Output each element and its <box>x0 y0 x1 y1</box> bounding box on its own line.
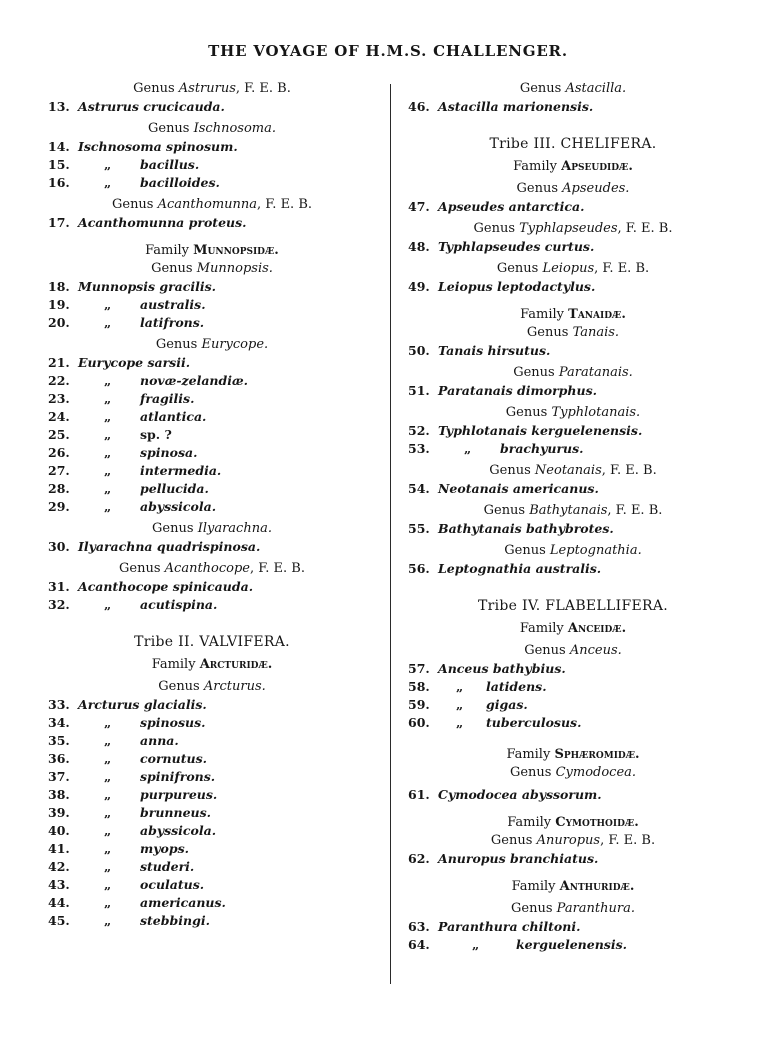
genus-heading: Genus Astacilla. <box>519 81 627 96</box>
genus-heading: Genus Leptognathia. <box>504 543 642 558</box>
genus-heading: Genus Typhlapseudes, F. E. B. <box>473 221 673 236</box>
genus-heading: Genus Neotanais, F. E. B. <box>489 463 657 478</box>
species-entry: 16. „ bacilloides. <box>48 175 220 190</box>
genus-heading: Genus Astrurus, F. E. B. <box>133 81 291 96</box>
species-entry: 29. „ abyssicola. <box>48 499 217 514</box>
species-entry: 24. „ atlantica. <box>48 409 207 424</box>
species-entry: 55. Bathytanais bathybrotes. <box>408 521 614 536</box>
species-entry: 47. Apseudes antarctica. <box>408 199 585 214</box>
genus-heading: Genus Munnopsis. <box>151 261 273 276</box>
family-heading: Family Arcturidæ. <box>151 657 273 672</box>
species-entry: 57. Anceus bathybius. <box>408 661 566 676</box>
species-entry: 28. „ pellucida. <box>48 481 209 496</box>
species-entry: 14. Ischnosoma spinosum. <box>48 139 238 154</box>
species-entry: 48. Typhlapseudes curtus. <box>408 239 595 254</box>
species-entry: 21. Eurycope sarsii. <box>48 355 191 370</box>
family-heading: Family Anceidæ. <box>519 621 627 636</box>
genus-heading: Genus Anceus. <box>524 643 622 658</box>
species-entry: 46. Astacilla marionensis. <box>408 99 594 114</box>
genus-heading: Genus Apseudes. <box>516 181 630 196</box>
species-entry: 17. Acanthomunna proteus. <box>48 215 247 230</box>
species-entry: 34. „ spinosus. <box>48 715 206 730</box>
species-entry: 36. „ cornutus. <box>48 751 207 766</box>
species-entry: 60. „ tuberculosus. <box>408 715 582 730</box>
species-entry: 18. Munnopsis gracilis. <box>48 279 217 294</box>
species-entry: 40. „ abyssicola. <box>48 823 217 838</box>
species-entry: 26. „ spinosa. <box>48 445 198 460</box>
species-entry: 22. „ novæ-zelandiæ. <box>48 373 248 388</box>
genus-heading: Genus Paranthura. <box>511 901 635 916</box>
genus-heading: Genus Anuropus, F. E. B. <box>490 833 656 848</box>
family-heading: Family Apseudidæ. <box>513 159 633 174</box>
species-entry: 32. „ acutispina. <box>48 597 218 612</box>
species-entry: 15. „ bacillus. <box>48 157 200 172</box>
species-entry: 35. „ anna. <box>48 733 179 748</box>
species-entry: 43. „ oculatus. <box>48 877 205 892</box>
species-entry: 23. „ fragilis. <box>48 391 195 406</box>
species-entry: 38. „ purpureus. <box>48 787 218 802</box>
species-entry: 45. „ stebbingi. <box>48 913 210 928</box>
species-entry: 13. Astrurus crucicauda. <box>48 99 225 114</box>
species-entry: 63. Paranthura chiltoni. <box>408 919 581 934</box>
species-entry: 27. „ intermedia. <box>48 463 222 478</box>
genus-heading: Genus Ilyarachna. <box>152 521 272 536</box>
species-entry: 19. „ australis. <box>48 297 206 312</box>
species-entry: 54. Neotanais americanus. <box>408 481 599 496</box>
tribe-heading: Tribe IV. FLABELLIFERA. <box>478 598 668 614</box>
genus-heading: Genus Ischnosoma. <box>147 121 276 136</box>
species-entry: 49. Leiopus leptodactylus. <box>408 279 596 294</box>
right-column <box>408 80 738 954</box>
species-entry: 25. „ sp. ? <box>48 427 172 442</box>
species-entry: 53. „ brachyurus. <box>408 441 584 456</box>
species-entry: 52. Typhlotanais kerguelenensis. <box>408 423 643 438</box>
genus-heading: Genus Cymodocea. <box>509 765 637 780</box>
species-entry: 59. „ gigas. <box>408 697 528 712</box>
genus-heading: Genus Tanais. <box>526 325 620 340</box>
species-entry: 44. „ americanus. <box>48 895 226 910</box>
species-entry: 61. Cymodocea abyssorum. <box>408 787 602 802</box>
species-entry: 31. Acanthocope spinicauda. <box>48 579 254 594</box>
page-title: THE VOYAGE OF H.M.S. CHALLENGER. <box>208 42 568 60</box>
species-entry: 50. Tanais hirsutus. <box>408 343 551 358</box>
species-entry: 39. „ brunneus. <box>48 805 212 820</box>
genus-heading: Genus Acanthomunna, F. E. B. <box>111 197 313 212</box>
genus-heading: Genus Acanthocope, F. E. B. <box>119 561 305 576</box>
species-entry: 30. Ilyarachna quadrispinosa. <box>48 539 261 554</box>
genus-heading: Genus Leiopus, F. E. B. <box>496 261 650 276</box>
family-heading: Family Tanaidæ. <box>520 307 626 322</box>
genus-heading: Genus Typhlotanais. <box>505 405 641 420</box>
genus-heading: Genus Eurycope. <box>155 337 269 352</box>
family-heading: Family Cymothoidæ. <box>507 815 639 830</box>
species-entry: 42. „ studeri. <box>48 859 195 874</box>
species-entry: 58. „ latidens. <box>408 679 547 694</box>
species-entry: 64. „ kerguelenensis. <box>408 937 627 952</box>
species-entry: 20. „ latifrons. <box>48 315 205 330</box>
column-divider <box>390 84 391 984</box>
genus-heading: Genus Paratanais. <box>513 365 633 380</box>
species-entry: 56. Leptognathia australis. <box>408 561 602 576</box>
left-column <box>48 80 376 930</box>
family-heading: Family Sphæromidæ. <box>506 747 640 762</box>
species-entry: 37. „ spinifrons. <box>48 769 216 784</box>
genus-heading: Genus Arcturus. <box>158 679 266 694</box>
species-entry: 62. Anuropus branchiatus. <box>408 851 599 866</box>
family-heading: Family Anthuridæ. <box>511 879 635 894</box>
genus-heading: Genus Bathytanais, F. E. B. <box>483 503 663 518</box>
tribe-heading: Tribe II. VALVIFERA. <box>134 634 290 650</box>
species-entry: 51. Paratanais dimorphus. <box>408 383 597 398</box>
tribe-heading: Tribe III. CHELIFERA. <box>489 136 657 152</box>
species-entry: 33. Arcturus glacialis. <box>48 697 207 712</box>
family-heading: Family Munnopsidæ. <box>145 243 279 258</box>
species-entry: 41. „ myops. <box>48 841 189 856</box>
